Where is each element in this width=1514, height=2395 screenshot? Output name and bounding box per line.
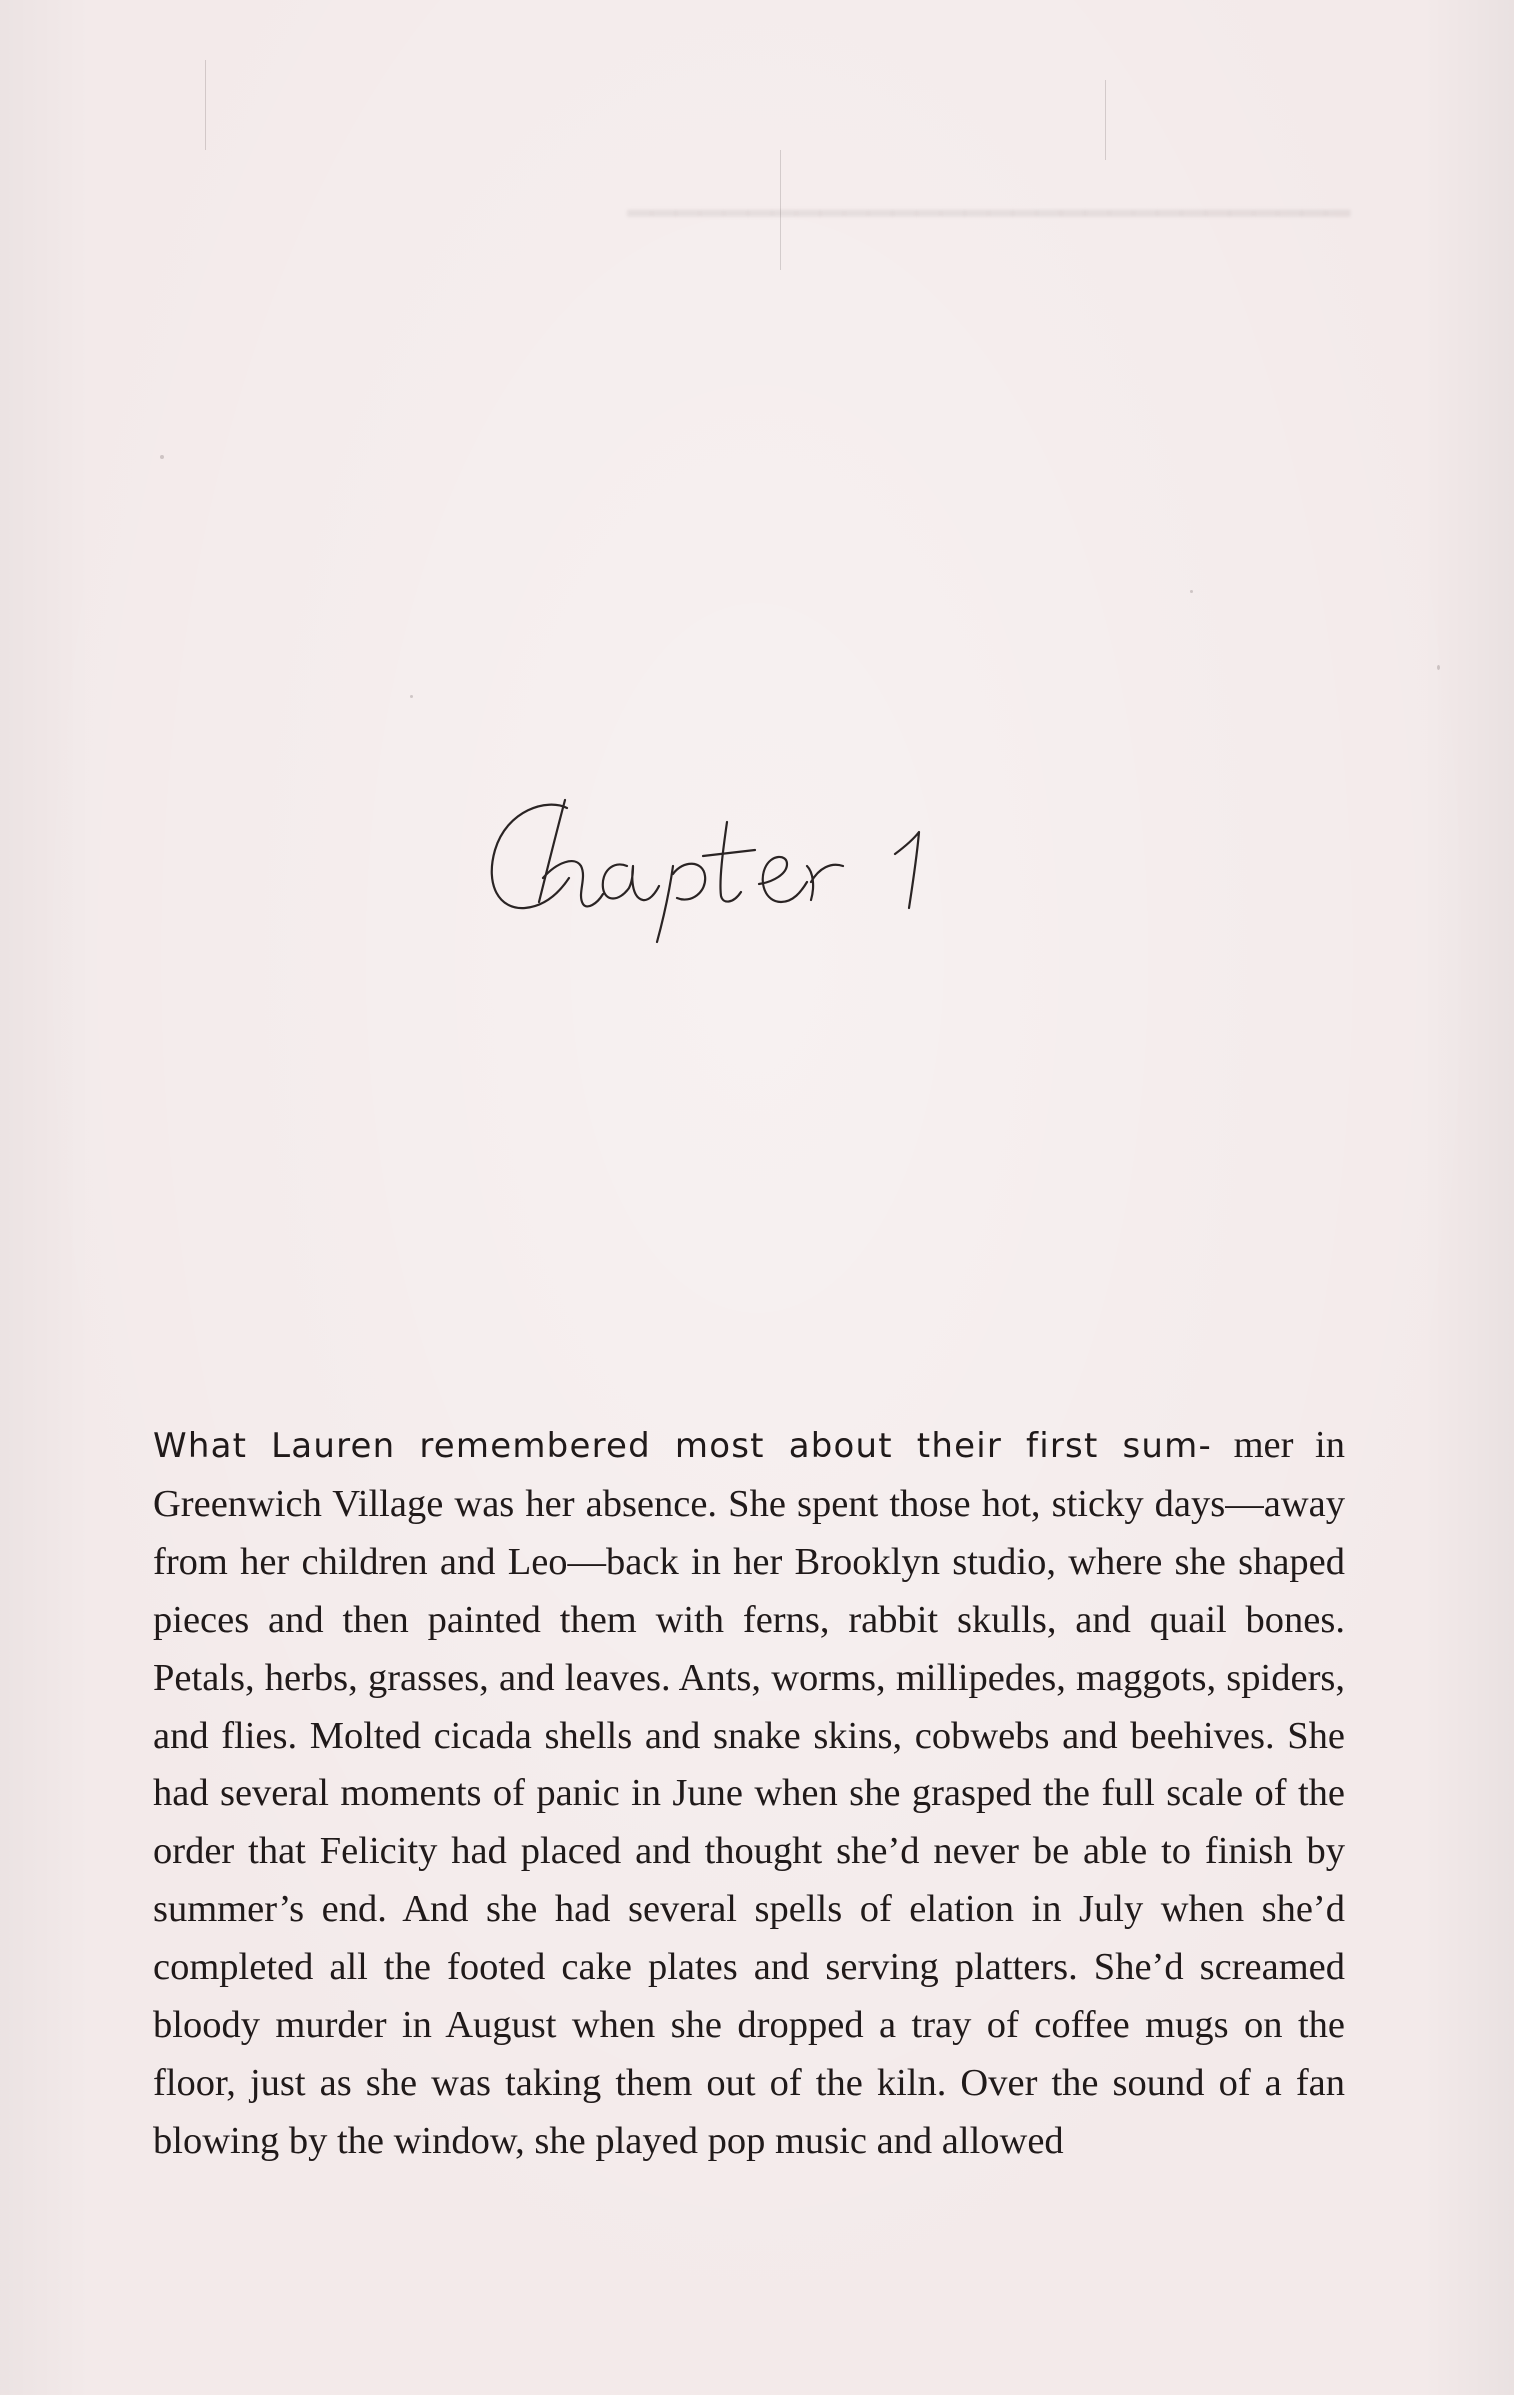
chapter-body <box>153 1417 1345 2171</box>
paper-speck <box>410 695 413 698</box>
crease-line <box>780 150 781 270</box>
lead-in-text: What Lauren remembered most about their first sum- <box>153 1426 1212 1466</box>
crease-line <box>1105 80 1106 160</box>
chapter-heading <box>0 770 1514 970</box>
crease-line <box>205 60 206 150</box>
paper-speck <box>160 455 164 459</box>
paper-speck <box>1437 665 1440 670</box>
paragraph-text: mer in Greenwich Village was her absence. She spent those hot, sticky days—away from her children and Leo—back in her Brooklyn studio, where she shaped pieces and then painted them with ferns, rabbit skulls, and quail bones. Petals, herbs, grasses, and leaves. Ants, worms, millipedes, maggots, spiders, and flies. Molted cicada shells and snake skins, cobwebs and beehives. She had several moments of panic in June when she grasped the full scale of the order that Felicity had placed and thought she’d never be able to finish by summer’s end. And she had several spells of elation in July when she’d completed all the footed cake plates and serving platters. She’d screamed bloody murder in August when she dropped a tray of coffee mugs on the floor, just as she was taking them out of the kiln. Over the sound of a fan blowing by the window, she played pop music and allowed <box>153 1424 1345 2162</box>
show-through-texture: ━━━━━━━━━━━━━━━━━━━━━━━━━━━━━━ <box>627 191 1350 236</box>
first-paragraph <box>153 1417 1345 2171</box>
chapter-heading-script <box>477 770 1037 970</box>
paper-speck <box>1190 590 1193 593</box>
